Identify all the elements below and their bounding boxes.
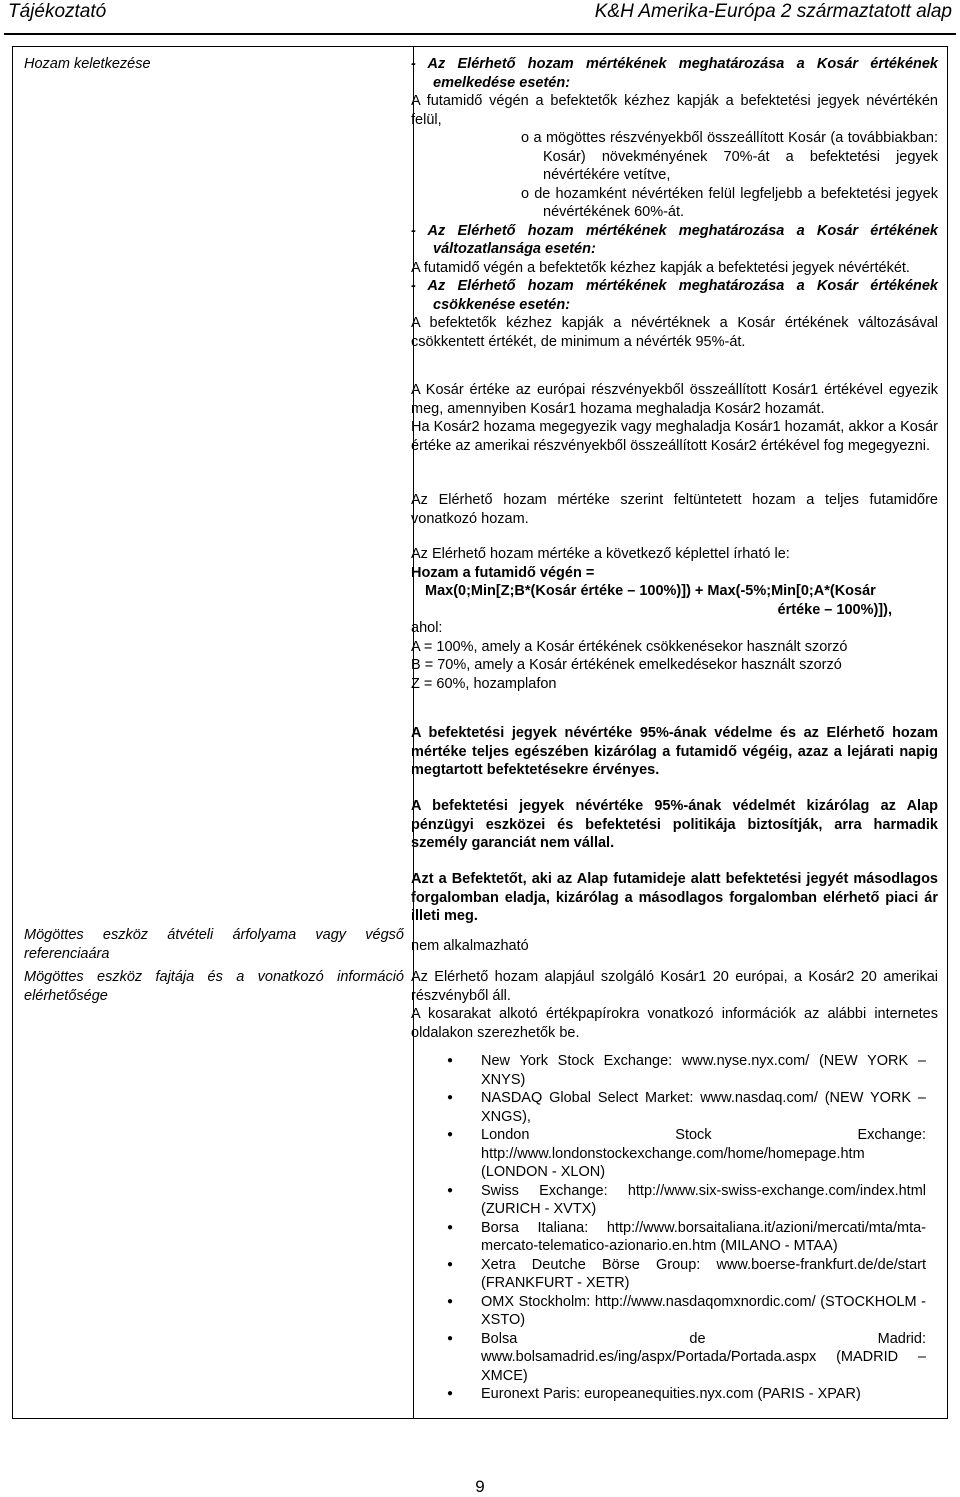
basket-value-description bbox=[411, 381, 938, 455]
reference-rate-value: nem alkalmazható bbox=[411, 938, 529, 954]
decrease-case-text: A befektetők kézhez kapják a névértéknek a Kosár értékének változásával csökkentett értékét, de minimum a névérték 95%-át. bbox=[411, 315, 938, 350]
info-table bbox=[12, 46, 948, 1419]
yield-description bbox=[411, 55, 938, 351]
header-fund-name: K&H Amerika-Európa 2 származtatott alap bbox=[594, 1, 952, 22]
list-item: ● Xetra Deutche Börse Group: www.boerse-frankfurt.de/de/start (FRANKFURT - XETR) bbox=[411, 1256, 938, 1293]
list-item: ● Bolsa de Madrid: www.bolsamadrid.es/ing/aspx/Portada/Portada.aspx (MADRID – XMCE) bbox=[411, 1330, 938, 1386]
header-title: Tájékoztató bbox=[8, 1, 107, 22]
formula-where: ahol: bbox=[411, 620, 443, 636]
header-divider bbox=[4, 33, 956, 35]
basket-composition-text: Az Elérhető hozam alapjául szolgáló Kosár1 20 európai, a Kosár2 20 amerikai részvényből áll. bbox=[411, 969, 938, 1004]
list-item: ● Borsa Italiana: http://www.borsaitaliana.it/azioni/mercati/mta/mta-mercato-telematico-azionario.en.htm (MILANO - MTAA) bbox=[411, 1219, 938, 1256]
yield-origin-label: Hozam keletkezése bbox=[24, 56, 151, 72]
basket-text-2: Ha Kosár2 hozama megegyezik vagy meghaladja Kosár1 hozamát, akkor a Kosár értéke az amerikai részvényekből összeállított Kosár2 értékével fog megegyezni. bbox=[411, 419, 938, 454]
unchanged-case-title: - Az Elérhető hozam mértékének meghatározása a Kosár értékének változatlansága esetén: bbox=[411, 222, 938, 257]
list-item: ● New York Stock Exchange: www.nyse.nyx.com/ (NEW YORK – XNYS) bbox=[411, 1052, 938, 1089]
underlying-asset-info bbox=[411, 968, 938, 1404]
list-item: ● Euronext Paris: europeanequities.nyx.com (PARIS - XPAR) bbox=[411, 1385, 938, 1404]
list-item: ● London Stock Exchange: http://www.londonstockexchange.com/home/homepage.htm (LONDON - XLON) bbox=[411, 1126, 938, 1182]
definition-a: A = 100%, amely a Kosár értékének csökkenésekor használt szorzó bbox=[411, 638, 848, 655]
guarantee-note: A befektetési jegyek névértéke 95%-ának védelmét kizárólag az Alap pénzügyi eszközei és befektetési politikája biztosítják, arra harmadik személy garanciát nem vállal. bbox=[411, 798, 938, 851]
unchanged-case-text: A futamidő végén a befektetők kézhez kapják a befektetési jegyek névértékét. bbox=[411, 259, 910, 276]
basket-text-1: A Kosár értéke az európai részvényekből összeállított Kosár1 értékével egyezik meg, amennyiben Kosár1 hozama meghaladja Kosár2 hozamát. bbox=[411, 382, 938, 417]
info-sources-text: A kosarakat alkotó értékpapírokra vonatkozó információk az alábbi internetes oldalakon szerezhetők be. bbox=[411, 1006, 938, 1041]
increase-case-bullet-1: o a mögöttes részvényekből összeállított Kosár (a továbbiakban: Kosár) növekményének 70%-át a befektetési jegyek névértékére vetítve, bbox=[521, 130, 938, 183]
reference-rate-label: Mögöttes eszköz átvételi árfolyama vagy végső referenciaára bbox=[24, 927, 404, 962]
list-item: ● NASDAQ Global Select Market: www.nasdaq.com/ (NEW YORK – XNGS), bbox=[411, 1089, 938, 1126]
list-item: ● Swiss Exchange: http://www.six-swiss-exchange.com/index.html (ZURICH - XVTX) bbox=[411, 1182, 938, 1219]
capital-protection-note: A befektetési jegyek névértéke 95%-ának védelme és az Elérhető hozam mértéke teljes egészében kizárólag a futamidő végéig, azaz a lejárati napig megtartott befektetésekre érvényes. bbox=[411, 725, 938, 778]
decrease-case-title: - Az Elérhető hozam mértékének meghatározása a Kosár értékének csökkenése esetén: bbox=[411, 278, 938, 313]
increase-case-text: A futamidő végén a befektetők kézhez kapják a befektetési jegyek névértékén felül, bbox=[411, 93, 938, 128]
definition-b: B = 70%, amely a Kosár értékének emelkedésekor használt szorzó bbox=[411, 657, 842, 673]
yield-formula bbox=[411, 545, 938, 693]
secondary-market-note: Azt a Befektetőt, aki az Alap futamideje alatt befektetési jegyét másodlagos forgalomban eladja, kizárólag a másodlagos forgalomban elérhető piaci ár illeti meg. bbox=[411, 871, 938, 924]
formula-line-3: értéke – 100%)]), bbox=[777, 601, 892, 618]
increase-case-title: - Az Elérhető hozam mértékének meghatározása a Kosár értékének emelkedése esetén: bbox=[411, 56, 938, 91]
definition-z: Z = 60%, hozamplafon bbox=[411, 675, 557, 692]
underlying-asset-label: Mögöttes eszköz fajtája és a vonatkozó információ elérhetősége bbox=[24, 969, 404, 1004]
formula-line-2: Max(0;Min[Z;B*(Kosár értéke – 100%)]) + Max(-5%;Min[0;A*(Kosár bbox=[425, 583, 876, 599]
exchange-list bbox=[411, 1052, 938, 1404]
increase-case-bullet-2: o de hozamként névértéken felül legfeljebb a befektetési jegyek névértékének 60%-át. bbox=[521, 185, 938, 220]
full-term-note: Az Elérhető hozam mértéke szerint feltüntetett hozam a teljes futamidőre vonatkozó hozam. bbox=[411, 492, 938, 527]
formula-line-1: Hozam a futamidő végén = bbox=[411, 564, 595, 581]
page-number: 9 bbox=[475, 1477, 485, 1496]
list-item: ● OMX Stockholm: http://www.nasdaqomxnordic.com/ (STOCKHOLM - XSTO) bbox=[411, 1293, 938, 1330]
formula-intro: Az Elérhető hozam mértéke a következő képlettel írható le: bbox=[411, 546, 790, 562]
